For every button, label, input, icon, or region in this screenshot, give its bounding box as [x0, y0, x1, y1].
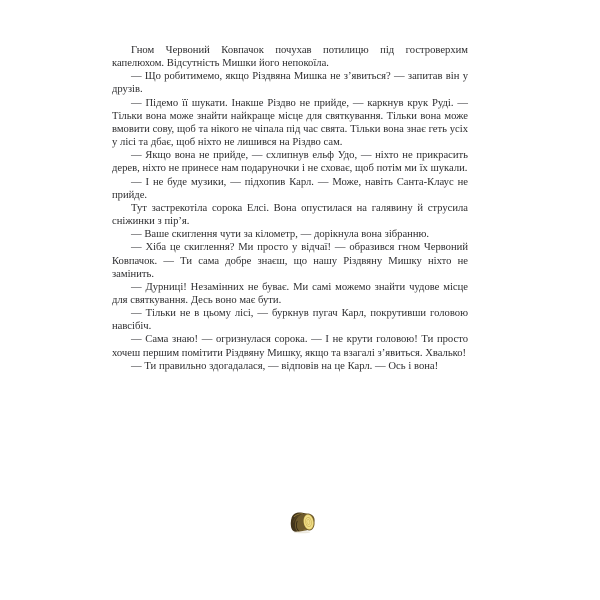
paragraph: — Якщо вона не прийде, — схлипнув ельф Удо, — ніхто не прикрасить дерев, ніхто не принесе нам подаруночки і не сховає, щоб потім ми їх шукали.	[112, 150, 468, 175]
paragraph: — Ваше скиглення чути за кілометр, — дорікнула вона зібранню.	[131, 229, 430, 241]
paragraph: — Тільки не в цьому лісі, — буркнув пугач Карл, покрутивши головою навсібіч.	[112, 308, 468, 333]
page-text-column	[112, 44, 468, 373]
paragraph: — Ти правильно здогадалася, — відповів на це Карл. — Ось і вона!	[131, 360, 439, 372]
paragraph: — І не буде музики, — підхопив Карл. — Може, навіть Санта-Клаус не прийде.	[112, 176, 468, 201]
wooden-log-illustration	[286, 510, 318, 534]
paragraph: Тут застрекотіла сорока Елсі. Вона опустилася на галявину й струсила сніжинки з пір’я.	[112, 202, 468, 228]
paragraph: — Підемо її шукати. Інакше Різдво не прийде, — каркнув крук Руді. — Тільки вона може знайти найкраще місце для святкування. Тільки вона може вмовити сову, щоб та нікого не чіпала під час свята. Тільки вона знає геть усіх у лісі та дбає, щоб ніхто не лишився на Різдво сам.	[112, 97, 468, 149]
paragraph: — Дурниці! Незамінних не буває. Ми самі можемо знайти чудове місце для святкування. Десь воно має бути.	[112, 281, 468, 306]
paragraph: — Сама знаю! — огризнулася сорока. — І не крути головою! Ти просто хочеш першим помітити Різдвяну Мишку, якщо та взагалі з’явиться. Хвалько!	[112, 334, 468, 359]
paragraph: Гном Червоний Ковпачок почухав потилицю під гостроверхим капелюхом. Відсутність Мишки його непокоїла.	[112, 45, 468, 70]
paragraph: — Що робитимемо, якщо Різдвяна Мишка не з’явиться? — запитав він у друзів.	[112, 71, 468, 96]
paragraph: — Хіба це скиглення? Ми просто у відчаї! — образився гном Червоний Ковпачок. — Ти сама добре знаєш, що нашу Різдвяну Мишку ніхто не замінить.	[112, 242, 468, 280]
